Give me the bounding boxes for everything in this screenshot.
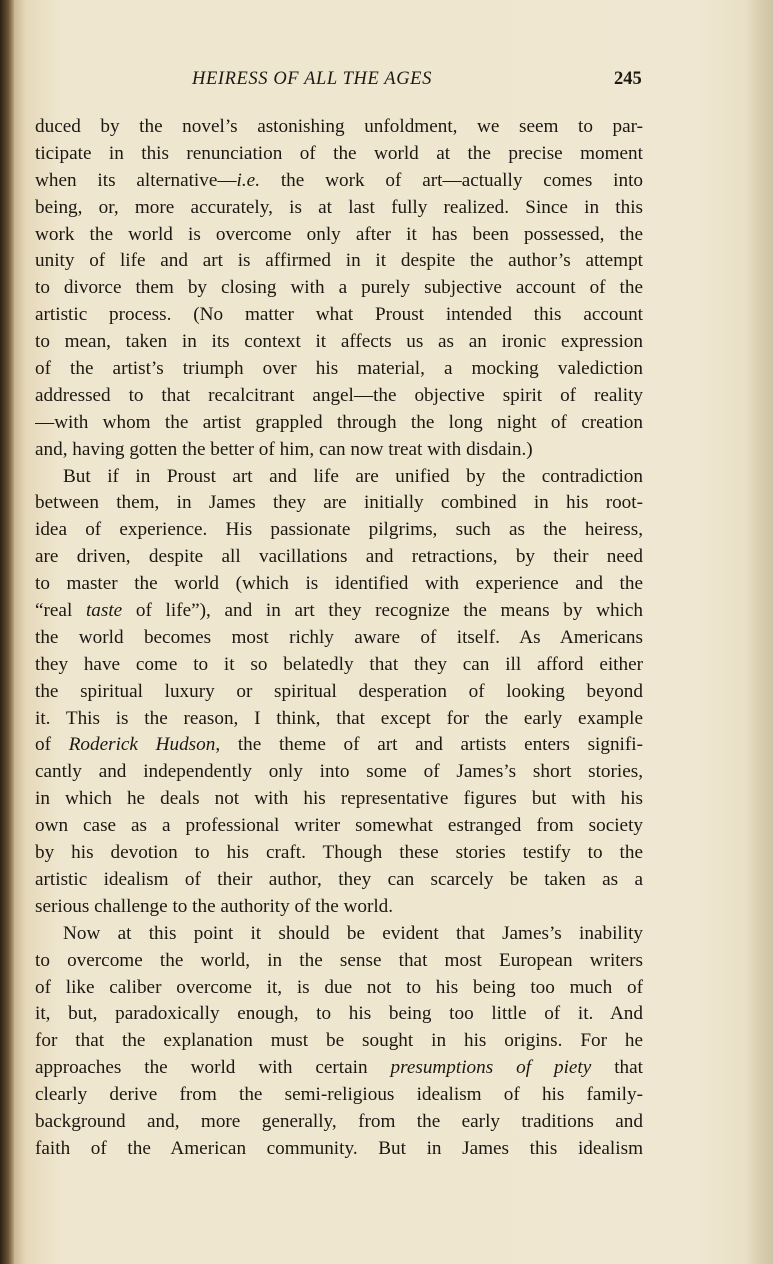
text-line: they have come to it so belatedly that they can ill afford either bbox=[35, 653, 643, 675]
body-text bbox=[35, 114, 643, 1163]
text-line: serious challenge to the authority of the world. bbox=[35, 895, 394, 917]
text-line: being, or, more accurately, is at last fully realized. Since in this bbox=[35, 196, 643, 218]
text-line: for that the explanation must be sought in his origins. For he bbox=[35, 1030, 643, 1052]
text-line: to overcome the world, in the sense that most European writers bbox=[35, 949, 643, 971]
book-gutter-shadow bbox=[0, 0, 14, 1264]
page-number: 245 bbox=[614, 69, 642, 89]
text-line: are driven, despite all vacillations and retractions, by their need bbox=[35, 546, 643, 568]
text-line: to mean, taken in its context it affects us as an ironic expression bbox=[35, 331, 643, 353]
text-line: of the artist’s triumph over his material, a mocking valediction bbox=[35, 358, 643, 380]
text-line: background and, more generally, from the early traditions and bbox=[35, 1110, 643, 1132]
text-line: in which he deals not with his representative figures but with his bbox=[35, 788, 643, 810]
text-line: the spiritual luxury or spiritual desperation of looking beyond bbox=[35, 680, 643, 702]
text-line: approaches the world with certain presumptions of piety that bbox=[35, 1057, 643, 1079]
text-line: of Roderick Hudson, the theme of art and artists enters signifi- bbox=[35, 734, 643, 756]
text-line: work the world is overcome only after it has been possessed, the bbox=[35, 223, 643, 245]
text-line: artistic process. (No matter what Proust intended this account bbox=[35, 304, 643, 326]
text-line: to divorce them by closing with a purely subjective account of the bbox=[35, 277, 643, 299]
text-line: artistic idealism of their author, they can scarcely be taken as a bbox=[35, 868, 643, 890]
text-line: between them, in James they are initially combined in his root- bbox=[35, 492, 643, 514]
text-line: addressed to that recalcitrant angel—the objective spirit of reality bbox=[35, 384, 643, 406]
text-line: it. This is the reason, I think, that except for the early example bbox=[35, 707, 643, 729]
text-line: idea of experience. His passionate pilgrims, such as the heiress, bbox=[35, 519, 643, 541]
text-line: by his devotion to his craft. Though these stories testify to the bbox=[35, 842, 643, 864]
text-line: ticipate in this renunciation of the world at the precise moment bbox=[35, 142, 643, 164]
text-line: clearly derive from the semi-religious idealism of his family- bbox=[35, 1084, 643, 1106]
text-line: the world becomes most richly aware of itself. As Americans bbox=[35, 626, 643, 648]
text-line: and, having gotten the better of him, can now treat with disdain.) bbox=[35, 438, 533, 460]
text-line: to master the world (which is identified with experience and the bbox=[35, 573, 643, 595]
text-line: cantly and independently only into some of James’s short stories, bbox=[35, 761, 643, 783]
text-line: it, but, paradoxically enough, to his being too little of it. And bbox=[35, 1003, 643, 1025]
text-line: of like caliber overcome it, is due not to his being too much of bbox=[35, 976, 643, 998]
text-line: duced by the novel’s astonishing unfoldment, we seem to par- bbox=[35, 116, 643, 137]
running-title: HEIRESS OF ALL THE AGES bbox=[192, 69, 432, 89]
text-line: But if in Proust art and life are unified by the contradiction bbox=[63, 465, 643, 487]
text-line: when its alternative—i.e. the work of art—actually comes into bbox=[35, 169, 643, 191]
text-line: faith of the American community. But in James this idealism bbox=[35, 1137, 643, 1159]
text-line: own case as a professional writer somewhat estranged from society bbox=[35, 815, 643, 837]
text-line: “real taste of life”), and in art they recognize the means by which bbox=[35, 600, 643, 622]
running-head bbox=[0, 69, 773, 97]
text-line: —with whom the artist grappled through the long night of creation bbox=[35, 411, 643, 433]
text-line: Now at this point it should be evident that James’s inability bbox=[63, 922, 643, 944]
text-line: unity of life and art is affirmed in it despite the author’s attempt bbox=[35, 250, 643, 272]
